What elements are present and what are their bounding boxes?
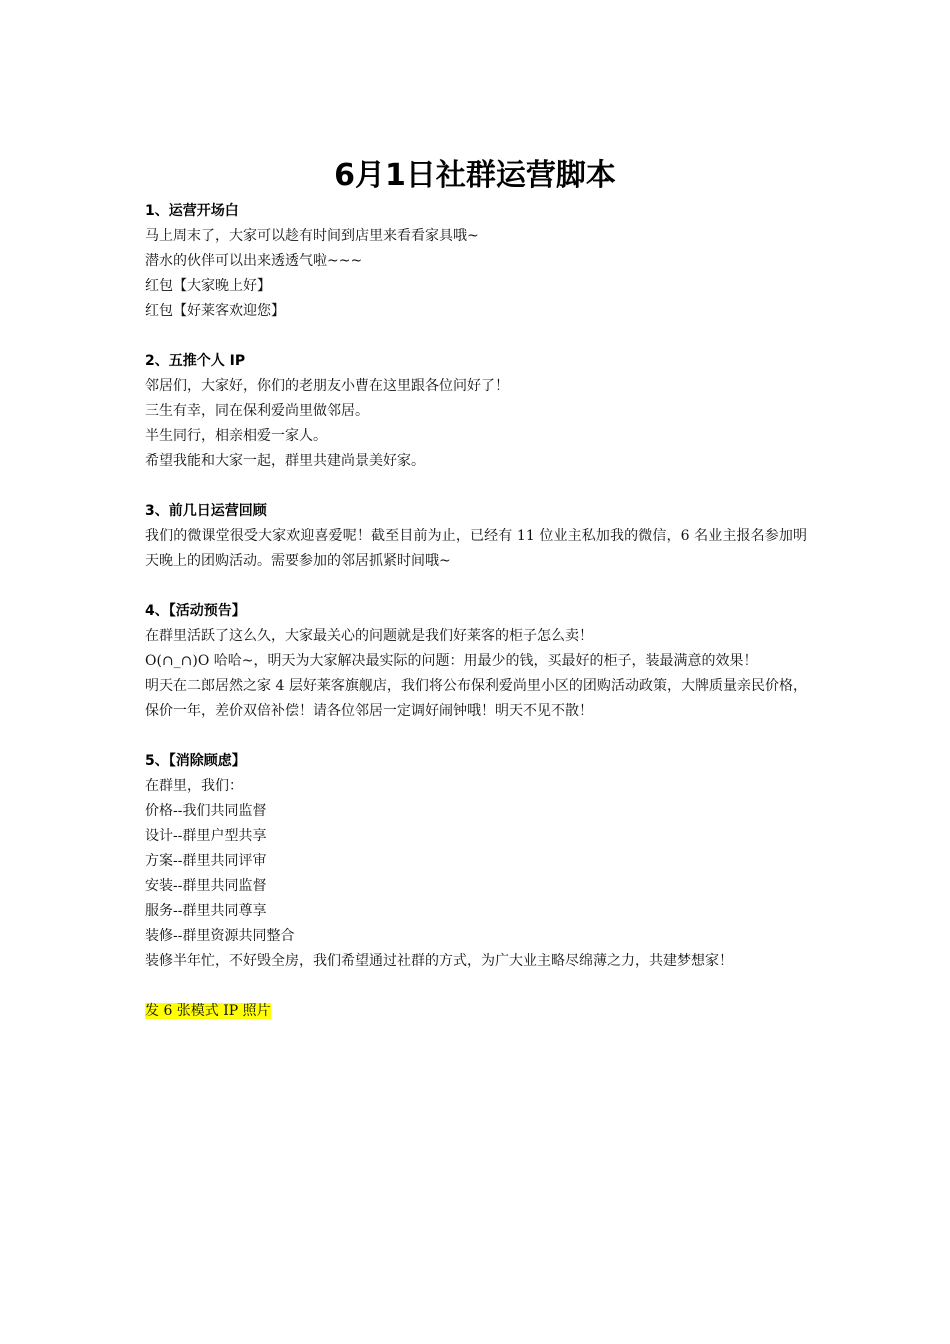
paragraph-line: 明天在二郎居然之家 4 层好莱客旗舰店，我们将公布保利爱尚里小区的团购活动政策，大牌质量亲民价格，保价一年，差价双倍补偿！请各位邻居一定调好闹钟哦！明天不见不散！ <box>145 678 807 719</box>
paragraph-line: 邻居们，大家好，你们的老朋友小曹在这里跟各位问好了！ <box>145 378 509 394</box>
section-heading: 3、前几日运营回顾 <box>145 503 267 519</box>
paragraph-line: 三生有幸，同在保利爱尚里做邻居。 <box>145 403 369 419</box>
paragraph-line: 方案--群里共同评审 <box>145 853 267 869</box>
section-personal-ip <box>145 349 807 474</box>
highlighted-note: 发 6 张模式 IP 照片 <box>145 1003 271 1019</box>
section-concerns <box>145 749 807 974</box>
paragraph-line: O(∩_∩)O 哈哈~，明天为大家解决最实际的问题：用最少的钱，买最好的柜子，装最满意的效果！ <box>145 653 758 669</box>
section-heading: 5、【消除顾虑】 <box>145 753 246 769</box>
section-heading: 1、运营开场白 <box>145 203 239 219</box>
paragraph-line: 潜水的伙伴可以出来透透气啦~~~ <box>145 253 363 269</box>
section-preview <box>145 599 807 724</box>
paragraph-line: 马上周末了，大家可以趁有时间到店里来看看家具哦~ <box>145 228 479 244</box>
document-title: 6月1日社群运营脚本 <box>334 158 616 193</box>
paragraph-line: 红包【大家晚上好】 <box>145 278 271 294</box>
paragraph-line: 半生同行，相亲相爱一家人。 <box>145 428 327 444</box>
paragraph-line: 设计--群里户型共享 <box>145 828 267 844</box>
section-heading: 2、五推个人 IP <box>145 353 246 369</box>
section-heading: 4、【活动预告】 <box>145 603 246 619</box>
paragraph-line: 服务--群里共同尊享 <box>145 903 267 919</box>
section-review <box>145 499 807 574</box>
paragraph-line: 希望我能和大家一起，群里共建尚景美好家。 <box>145 453 425 469</box>
paragraph-line: 价格--我们共同监督 <box>145 803 267 819</box>
highlighted-note-line <box>145 999 807 1024</box>
paragraph-line: 在群里活跃了这么久，大家最关心的问题就是我们好莱客的柜子怎么卖！ <box>145 628 593 644</box>
document-body <box>145 199 807 1024</box>
section-opening <box>145 199 807 324</box>
paragraph-line: 安装--群里共同监督 <box>145 878 267 894</box>
paragraph-line: 我们的微课堂很受大家欢迎喜爱呢！截至目前为止，已经有 11 位业主私加我的微信，6 名业主报名参加明天晚上的团购活动。需要参加的邻居抓紧时间哦~ <box>145 528 807 569</box>
paragraph-line: 红包【好莱客欢迎您】 <box>145 303 285 319</box>
paragraph-line: 在群里，我们： <box>145 778 243 794</box>
paragraph-line: 装修半年忙，不好毁全房，我们希望通过社群的方式，为广大业主略尽绵薄之力，共建梦想家！ <box>145 953 733 969</box>
paragraph-line: 装修--群里资源共同整合 <box>145 928 295 944</box>
